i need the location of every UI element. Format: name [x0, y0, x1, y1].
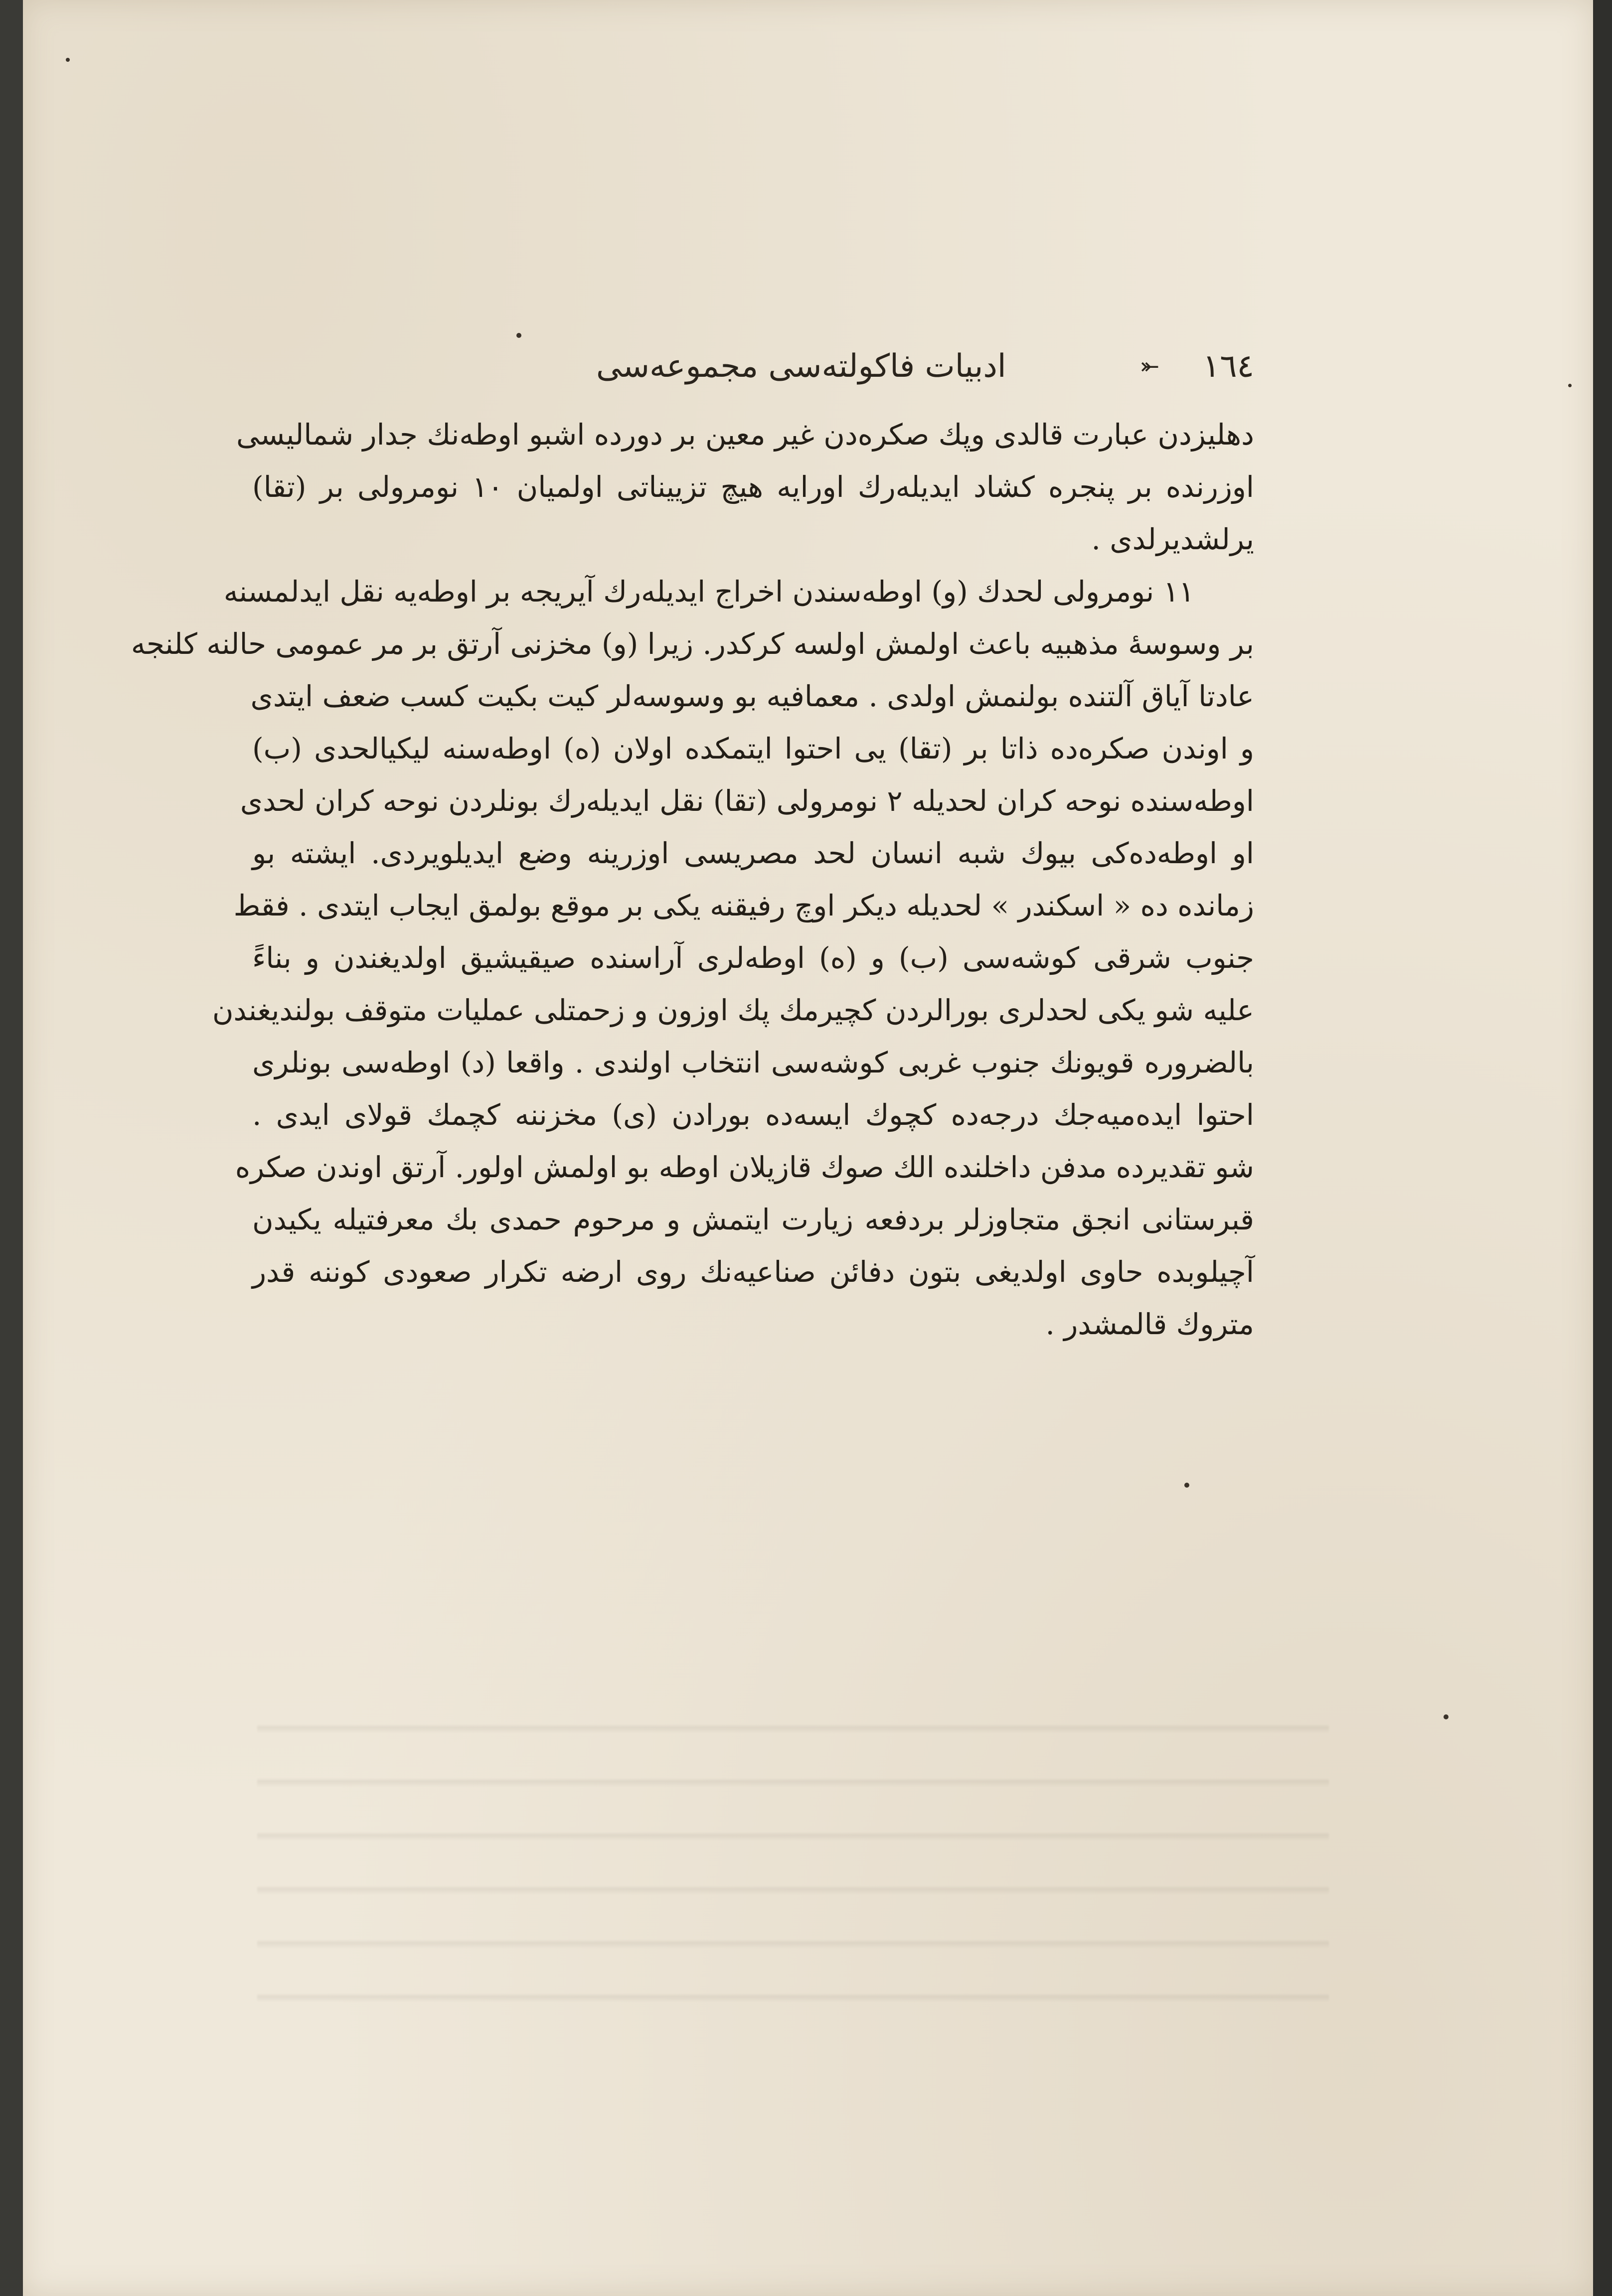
page-header	[596, 344, 1254, 389]
text-line: بر وسوسهٔ مذهبيه باعث اولمش اولسه كركدر. زيرا (و) مخزنى آرتق بر مر عمومى حالنه كلنجه	[131, 627, 1254, 661]
text-line: يرلشديرلدى .	[1091, 522, 1254, 556]
paper-speck	[516, 333, 521, 338]
page-number: ١٦٤	[1202, 348, 1254, 385]
text-line: احتوا ايده‌ميه‌جك درجه‌ده كچوك ايسه‌ده بورادن (ى) مخزننه كچمك قولاى ايدى .	[252, 1098, 1254, 1132]
document-page	[23, 0, 1593, 2296]
ornament-arrow-icon: ⤜	[1140, 353, 1159, 380]
text-line: متروك قالمشدر .	[1045, 1307, 1254, 1341]
text-line: شو تقديرده مدفن داخلنده الك صوك قازيلان اوطه بو اولمش اولور. آرتق اوندن صكره	[235, 1150, 1254, 1184]
paper-speck	[1184, 1483, 1189, 1488]
ink-bleed-through	[257, 1689, 1329, 2013]
text-line: اوزرنده بر پنجره كشاد ايديله‌رك اورايه هيچ تزييناتى اولميان ١٠ نومرولى بر (تقا)	[252, 470, 1255, 504]
text-line: عليه شو يكى لحدلرى بورالردن كچيرمك پك اوزون و زحمتلى عمليات متوقف بولنديغندن	[212, 993, 1254, 1027]
text-line: و اوندن صكره‌ده ذاتا بر (تقا) يى احتوا ايتمكده اولان (ه) اوطه‌سنه ليكيالحدى (ب)	[252, 732, 1254, 765]
text-line: جنوب شرقى كوشه‌سى (ب) و (ه) اوطه‌لرى آراسنده صيقيشيق اولديغندن و بناءً	[252, 941, 1254, 975]
text-line: ١١ نومرولى لحدك (و) اوطه‌سندن اخراج ايديله‌رك آيريجه بر اوطه‌يه نقل ايدلمسنه	[223, 575, 1194, 609]
body-text	[131, 409, 1255, 1351]
running-title: ادبيات فاكولته‌سى مجموعه‌سى	[596, 348, 1006, 385]
paper-speck	[1568, 384, 1572, 387]
text-line: او اوطه‌ده‌كى بيوك شبه انسان لحد مصريسى اوزرينه وضع ايديلويردى. ايشته بو	[252, 836, 1254, 870]
paper-speck	[1444, 1714, 1449, 1719]
text-line: عادتا آياق آلتنده بولنمش اولدى . معمافيه بو وسوسه‌لر كيت بكيت كسب ضعف ايتدى	[250, 679, 1254, 713]
text-line: قبرستانى انجق متجاوزلر بردفعه زيارت ايتمش و مرحوم حمدى بك معرفتيله يكيدن	[252, 1203, 1254, 1236]
text-line: دهليزدن عبارت قالدى وپك صكره‌دن غير معين بر دورده اشبو اوطه‌نك جدار شماليسى	[236, 418, 1254, 452]
text-line: بالضروره قويونك جنوب غربى كوشه‌سى انتخاب اولندى . واقعا (د) اوطه‌سى بونلرى	[252, 1046, 1254, 1079]
text-line: اوطه‌سنده نوحه كران لحديله ٢ نومرولى (تقا) نقل ايديله‌رك بونلردن نوحه كران لحدى	[240, 784, 1254, 818]
text-line: آچيلوبده حاوى اولديغى بتون دفائن صناعيه‌نك روى ارضه تكرار صعودى كوننه قدر	[252, 1255, 1254, 1289]
paper-speck	[66, 58, 70, 62]
text-line: زمانده ده « اسكندر » لحديله ديكر اوچ رفيقنه يكى بر موقع بولمق ايجاب ايتدى . فقط	[233, 889, 1254, 922]
scan-edge	[1593, 0, 1612, 2296]
